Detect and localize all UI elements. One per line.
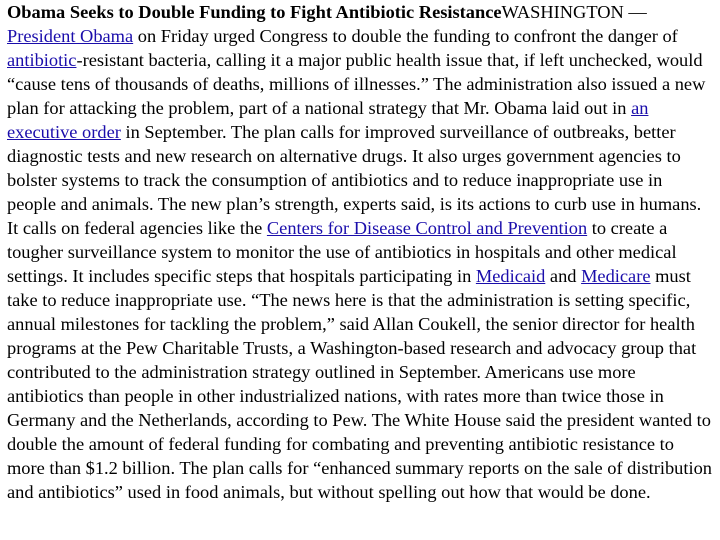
article-body [7,0,713,504]
link-cdc[interactable]: Centers for Disease Control and Prevention [266,218,588,238]
body-text: must take to reduce inappropriate use. “The news here is that the administration is setting specific, annual milestones for tackling the problem,” said Allan Coukell, the senior director for health programs at the Pew Charitable Trusts, a Washington-based research and advocacy group that contributed to the administration strategy outlined in September. Americans use more antibiotics than people in other industrialized nations, with rates more than twice those in Germany and the Netherlands, according to Pew. The White House said the president wanted to double the amount of federal funding for combating and preventing antibiotic resistance to more than $1.2 billion. The plan calls for “enhanced summary reports on the sale of distribution and antibiotics” used in food animals, but without spelling out how that would be done. [7,266,712,502]
article-title: Obama Seeks to Double Funding to Fight Antibiotic Resistance [7,2,502,22]
body-text: -resistant bacteria, calling it a major public health issue that, if left unchecked, would “cause tens of thousands of deaths, millions of illnesses.” The administration also issued a new plan for attacking the problem, part of a national strategy that Mr. Obama laid out in [7,50,706,118]
body-text: to create a tougher surveillance system to monitor the use of antibiotics in hospitals and other medical settings. It includes specific steps that hospitals participating in [7,218,677,286]
body-text: and [545,266,582,286]
link-executive-order[interactable]: an executive order [7,98,649,142]
body-text: on Friday urged Congress to double the funding to confront the danger of [133,26,678,46]
body-text: in September. The plan calls for improved surveillance of outbreaks, better diagnostic tests and new research on alternative drugs. It also urges government agencies to bolster systems to track the consumption of antibiotics and to reduce inappropriate use in people and animals. The new plan’s strength, experts said, is its actions to curb use in humans. It calls on federal agencies like the [7,122,702,238]
link-medicaid[interactable]: Medicaid [475,266,546,286]
link-medicare[interactable]: Medicare [581,266,651,286]
link-president-obama[interactable]: President Obama [7,26,134,46]
link-antibiotic[interactable]: antibiotic [7,50,77,70]
body-text: WASHINGTON — [501,2,647,22]
